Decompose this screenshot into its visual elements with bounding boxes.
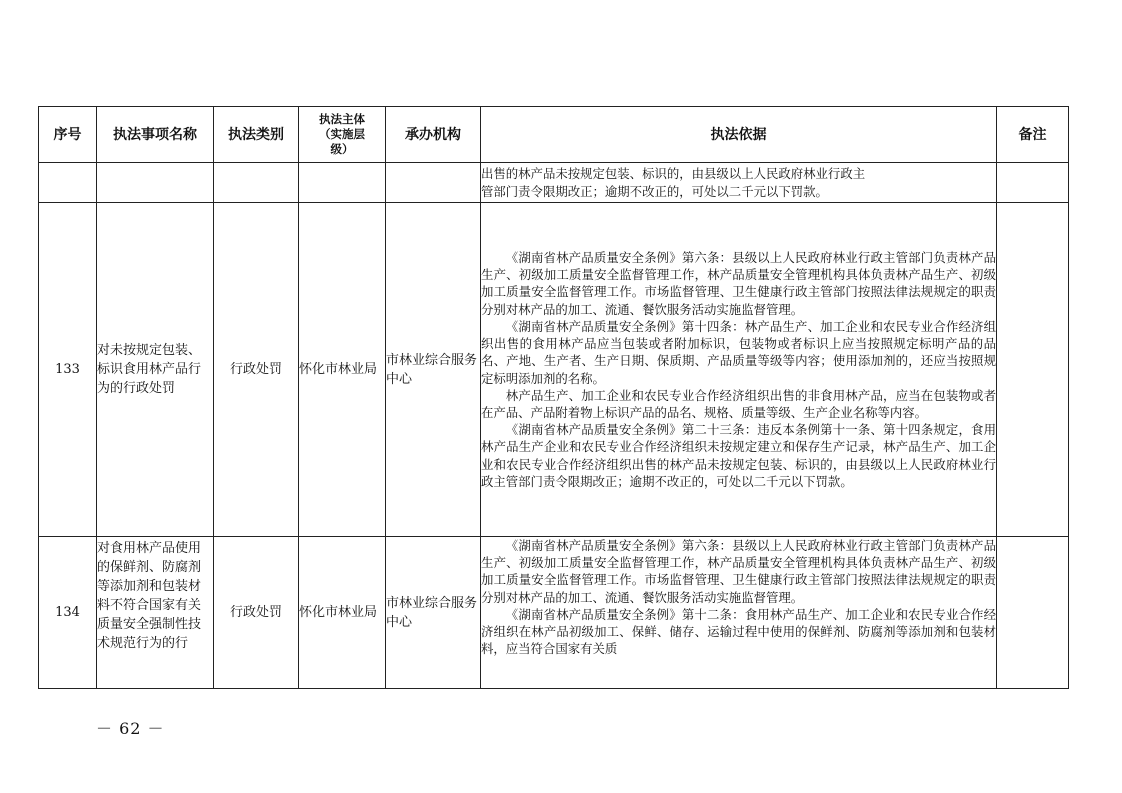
page-number: － 62 －: [96, 719, 165, 738]
header-subject: [299, 107, 386, 163]
row-basis: [481, 203, 997, 537]
row-basis-clip: [481, 537, 996, 687]
basis-paragraph: 《湖南省林产品质量安全条例》第二十三条：违反本条例第十一条、第十四条规定，食用林产品生产企业和农民专业合作经济组织未按规定建立和保存生产记录，林产品生产、加工企业和农民专业合作经济组织出售的林产品未按规定包装、标识的，由县级以上人民政府林业行政主管部门责令限期改正；逾期不改正的，可处以二千元以下罚款。: [481, 422, 996, 489]
row-agency: 市林业综合服务中心: [386, 203, 481, 537]
row-name: 对未按规定包装、标识食用林产品行为的行政处罚: [97, 203, 214, 537]
basis-paragraph: 《湖南省林产品质量安全条例》第十二条：食用林产品生产、加工企业和农民专业合作经济组织在林产品初级加工、保鲜、储存、运输过程中使用的保鲜剂、防腐剂等添加剂和包装材料，应当符合国家有关质: [481, 606, 996, 657]
row-subject: 怀化市林业局: [299, 203, 386, 537]
table-row: [39, 203, 1069, 537]
row-agency: 市林业综合服务中心: [386, 537, 481, 689]
header-subject-line2: （实施层: [319, 127, 365, 141]
basis-paragraph: 《湖南省林产品质量安全条例》第六条：县级以上人民政府林业行政主管部门负责林产品生产、初级加工质量安全监督管理工作，林产品质量安全管理机构具体负责林产品生产、初级加工质量安全监督管理工作。市场监督管理、卫生健康行政主管部门按照法律法规规定的职责分别对林产品的加工、流通、餐饮服务活动实施监督管理。: [481, 538, 996, 605]
row-basis: [481, 537, 997, 689]
header-subject-line3: 级）: [330, 142, 354, 156]
row-name-text: 对食用林产品使用的保鲜剂、防腐剂等添加剂和包装材料不符合国家有关质量安全强制性技术规范行为的行: [97, 541, 202, 651]
header-seq: 序号: [39, 107, 97, 163]
row-name: [97, 537, 214, 689]
basis-paragraph: 《湖南省林产品质量安全条例》第六条：县级以上人民政府林业行政主管部门负责林产品生产、初级加工质量安全监督管理工作，林产品质量安全管理机构具体负责林产品生产、初级加工质量安全监督管理工作。市场监督管理、卫生健康行政主管部门按照法律法规规定的职责分别对林产品的加工、流通、餐饮服务活动实施监督管理。: [481, 250, 996, 317]
row-remark: [997, 537, 1069, 689]
header-basis: 执法依据: [481, 107, 997, 163]
row-category: 行政处罚: [214, 537, 299, 689]
continuation-basis: [481, 163, 997, 203]
row-subject: 怀化市林业局: [299, 537, 386, 689]
basis-paragraph: 林产品生产、加工企业和农民专业合作经济组织出售的非食用林产品，应当在包装物或者在产品、产品附着物上标识产品的品名、规格、质量等级、生产企业名称等内容。: [481, 387, 996, 420]
row-remark: [997, 203, 1069, 537]
row-seq: 134: [39, 537, 97, 689]
table-row: [39, 537, 1069, 689]
header-name: 执法事项名称: [97, 107, 214, 163]
header-category: 执法类别: [214, 107, 299, 163]
header-remark: 备注: [997, 107, 1069, 163]
enforcement-table: [38, 106, 1069, 689]
row-seq: 133: [39, 203, 97, 537]
row-category: 行政处罚: [214, 203, 299, 537]
continuation-row: [39, 163, 1069, 203]
continuation-line-1: 出售的林产品未按规定包装、标识的，由县级以上人民政府林业行政主: [481, 166, 866, 182]
header-agency: 承办机构: [386, 107, 481, 163]
header-row: [39, 107, 1069, 163]
continuation-line-2: 管部门责令限期改正；逾期不改正的，可处以二千元以下罚款。: [481, 183, 828, 199]
basis-paragraph: 《湖南省林产品质量安全条例》第十四条：林产品生产、加工企业和农民专业合作经济组织出售的食用林产品应当包装或者附加标识，包装物或者标识上应当按照规定标明产品的品名、产地、生产者、生产日期、保质期、产品质量等级等内容；使用添加剂的，还应当按照规定标明添加剂的名称。: [481, 318, 996, 386]
header-subject-line1: 执法主体: [319, 112, 365, 126]
